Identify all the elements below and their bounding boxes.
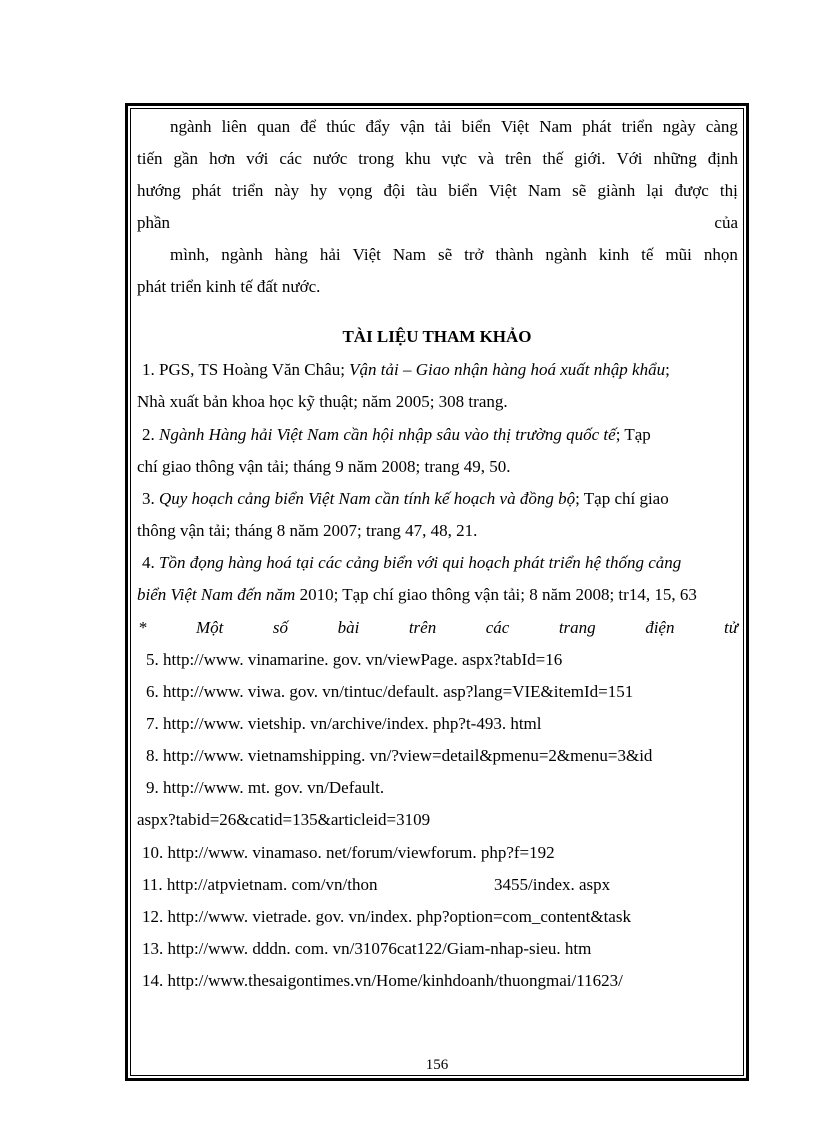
reference-14-link[interactable]: 14. http://www.thesaigontimes.vn/Home/kinhdoanh/thuongmai/11623/ [142, 971, 623, 990]
reference-11-link-part2[interactable]: 3455/index. aspx [494, 875, 611, 894]
para2-line2: phát triển kinh tế đất nước. [137, 277, 321, 296]
reference-2-line1: 2. Ngành Hàng hải Việt Nam cần hội nhập sâu vào thị trường quốc tế; Tạp [142, 425, 651, 444]
reference-10-link[interactable]: 10. http://www. vinamaso. net/forum/viewforum. php?f=192 [142, 843, 555, 862]
reference-1-line1: 1. PGS, TS Hoàng Văn Châu; Vận tải – Giao nhận hàng hoá xuất nhập khẩu; [142, 360, 670, 379]
reference-7-link[interactable]: 7. http://www. vietship. vn/archive/index. php?t-493. html [146, 714, 542, 733]
para1-line4: phần của [137, 213, 738, 232]
reference-5-link[interactable]: 5. http://www. vinamarine. gov. vn/viewPage. aspx?tabId=16 [146, 650, 563, 669]
reference-4-line1: 4. Tồn đọng hàng hoá tại các cảng biển với qui hoạch phát triển hệ thống cảng [142, 553, 682, 572]
page-number: 156 [425, 1057, 449, 1073]
reference-4-line2: biển Việt Nam đến năm 2010; Tạp chí giao thông vận tải; 8 năm 2008; tr14, 15, 63 [137, 585, 697, 604]
web-sources-heading: * Một số bài trên các trang điện tử [138, 618, 738, 637]
reference-3-line2: thông vận tải; tháng 8 năm 2007; trang 47, 48, 21. [137, 521, 478, 540]
reference-1-line2: Nhà xuất bản khoa học kỹ thuật; năm 2005; 308 trang. [137, 392, 508, 411]
reference-12-link[interactable]: 12. http://www. vietrade. gov. vn/index. php?option=com_content&task [142, 907, 631, 926]
para1-line2: tiến gần hơn với các nước trong khu vực và trên thế giới. Với những định [137, 149, 738, 168]
reference-9-link-line1[interactable]: 9. http://www. mt. gov. vn/Default. [146, 778, 385, 797]
reference-2-line2: chí giao thông vận tải; tháng 9 năm 2008; trang 49, 50. [137, 457, 511, 476]
reference-8-link[interactable]: 8. http://www. vietnamshipping. vn/?view=detail&pmenu=2&menu=3&id [146, 746, 653, 765]
references-title: TÀI LIỆU THAM KHẢO [342, 327, 532, 346]
reference-9-link-line2[interactable]: aspx?tabid=26&catid=135&articleid=3109 [137, 810, 431, 829]
para1-line1: ngành liên quan để thúc đẩy vận tải biển Việt Nam phát triển ngày càng [170, 117, 738, 136]
para1-line3: hướng phát triển này hy vọng đội tàu biển Việt Nam sẽ giành lại được thị [137, 181, 738, 200]
para2-line1: mình, ngành hàng hải Việt Nam sẽ trở thành ngành kinh tế mũi nhọn [170, 245, 738, 264]
reference-13-link[interactable]: 13. http://www. dddn. com. vn/31076cat122/Giam-nhap-sieu. htm [142, 939, 592, 958]
reference-6-link[interactable]: 6. http://www. viwa. gov. vn/tintuc/default. asp?lang=VIE&itemId=151 [146, 682, 634, 701]
reference-3-line1: 3. Quy hoạch cảng biển Việt Nam cần tính kế hoạch và đồng bộ; Tạp chí giao [142, 489, 669, 508]
reference-11-link-part1[interactable]: 11. http://atpvietnam. com/vn/thon [142, 875, 378, 894]
